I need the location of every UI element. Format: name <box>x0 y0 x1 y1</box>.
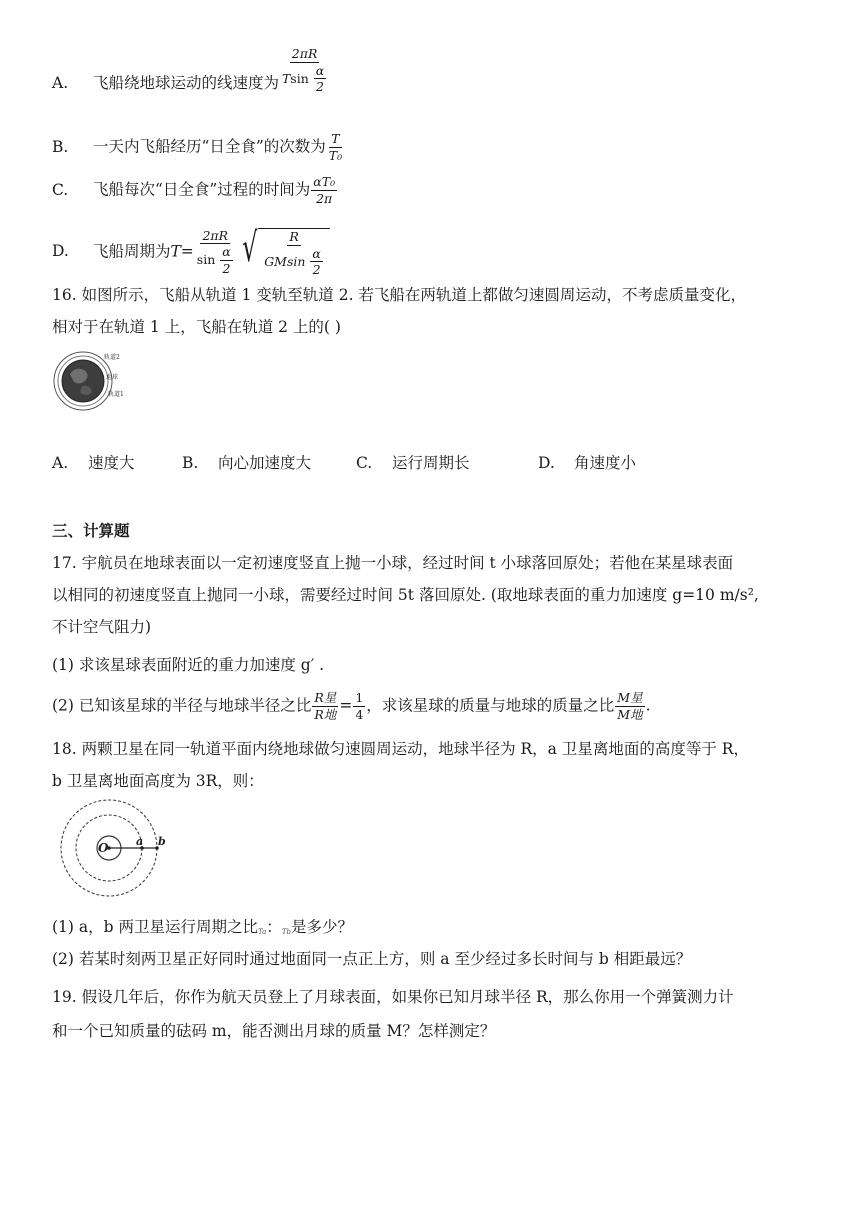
q19-line1: 19. 假设几年后，你作为航天员登上了月球表面，如果你已知月球半径 R，那么你用一个弹簧测力计 <box>52 988 734 1006</box>
q17-line1: 17. 宇航员在地球表面以一定初速度竖直上抛一小球，经过时间 t 小球落回原处；若他在某星球表面 <box>52 554 734 572</box>
q17-line2: 以相同的初速度竖直上抛同一小球，需要经过时间 5t 落回原处. (取地球表面的重力加速度 g=10 m/s², <box>52 586 759 604</box>
option-b[interactable] <box>52 133 345 162</box>
option-text: 飞船每次“日全食”过程的时间为 <box>92 180 311 199</box>
option-text: 一天内飞船经历“日全食”的次数为 <box>92 137 326 156</box>
q17-part2: (2) 已知该星球的半径与地球半径之比 $\frac{\text{R星}}{\text{R地}}$ = $\frac{1}{4}$ ，求该星球的质量与地球的质量之比 $\frac{\text{M星}}{\text{M地}}$ . <box>52 690 651 722</box>
option-letter: A. <box>52 74 69 92</box>
option-c[interactable] <box>52 176 338 205</box>
label-a: a <box>136 835 144 848</box>
label-orbit2: 轨道2 <box>104 354 120 361</box>
formula-fraction: $\frac{T}{\text{T₀}}$ <box>328 131 343 163</box>
q18-part2: (2) 若某时刻两卫星正好同时通过地面同一点正上方，则 a 至少经过多长时间与 b 相距最远？ <box>52 950 692 968</box>
option-a[interactable] <box>52 46 330 95</box>
label-earth: 地球 <box>106 374 119 381</box>
q16-line2: 相对于在轨道 1 上，飞船在轨道 2 上的( ) <box>52 318 341 336</box>
q16-option-b[interactable]: B. 向心加速度大 <box>182 454 312 472</box>
q16-line1: 16. 如图所示，飞船从轨道 1 变轨至轨道 2. 若飞船在两轨道上都做匀速圆周运动，不考虑质量变化， <box>52 286 746 304</box>
option-letter: D. <box>52 242 69 261</box>
q18-line1: 18. 两颗卫星在同一轨道平面内绕地球做匀速圆周运动，地球半径为 R，a 卫星离地面的高度等于 R， <box>52 740 749 758</box>
option-text: 飞船周期为 <box>92 242 171 261</box>
option-d[interactable]: D. 飞船周期为T= 2πR sin $\frac{\alpha}{2}$ √ R GMsin $\frac{\alpha}{2}$ <box>52 228 330 277</box>
q16-option-d[interactable]: D. 角速度小 <box>538 454 637 472</box>
label-center: O <box>98 841 109 855</box>
q17-line3: 不计空气阻力) <box>52 618 152 636</box>
section-title: 三、计算题 <box>52 522 130 540</box>
q19-line2: 和一个已知质量的砝码 m，能否测出月球的质量 M？怎样测定？ <box>52 1022 496 1040</box>
q18-part1: (1) a，b 两卫星运行周期之比Ta：Tb是多少？ <box>52 918 353 936</box>
formula-fraction: 2πR sin $\frac{\alpha}{2}$ <box>196 227 231 276</box>
option-letter: C. <box>52 180 69 199</box>
option-letter: B. <box>52 137 69 156</box>
label-b: b <box>158 835 166 848</box>
satellite-figure <box>56 796 176 900</box>
orbit-figure <box>52 350 132 412</box>
label-orbit1: 轨道1 <box>108 391 124 398</box>
q17-part1: (1) 求该星球表面附近的重力加速度 g′ . <box>52 656 325 674</box>
q16-option-a[interactable]: A. 速度大 <box>52 454 135 472</box>
formula-sqrt: √ R GMsin $\frac{\alpha}{2}$ <box>237 228 330 277</box>
formula-fraction: $\frac{\text{αT₀}}{2\pi}$ <box>313 174 336 206</box>
q16-option-c[interactable]: C. 运行周期长 <box>356 454 470 472</box>
option-text: 飞船绕地球运动的线速度为 <box>92 74 279 92</box>
q18-line2: b 卫星离地面高度为 3R，则： <box>52 772 264 790</box>
formula-fraction: 2πR Tsin $\frac{\alpha}{2}$ <box>281 46 325 95</box>
